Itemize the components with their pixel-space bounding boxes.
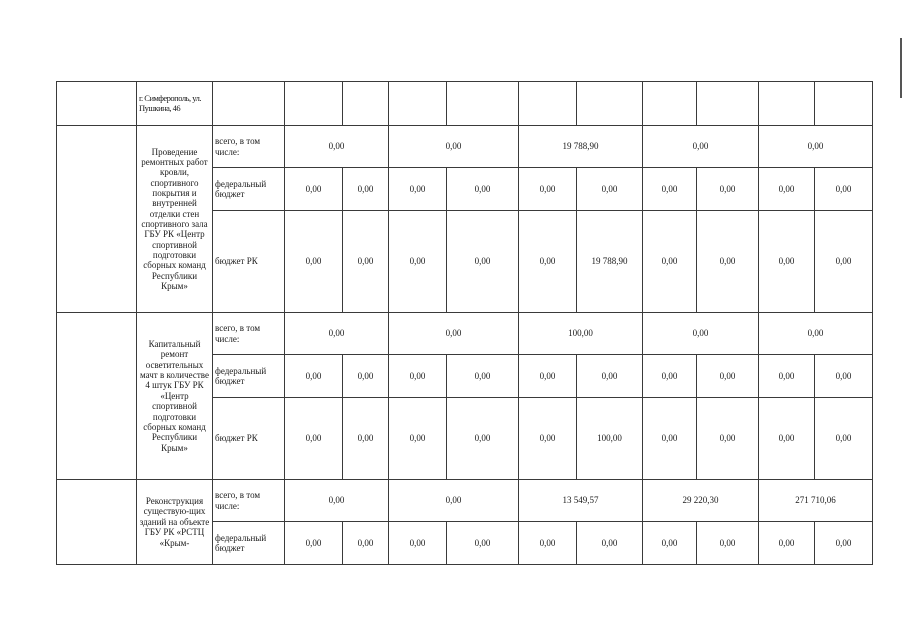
value-cell-empty <box>447 82 519 126</box>
source-label-federal: федеральный бюджет <box>213 522 285 565</box>
value-cell: 0,00 <box>577 355 643 398</box>
value-cell: 0,00 <box>285 522 343 565</box>
value-cell: 0,00 <box>447 355 519 398</box>
value-cell: 0,00 <box>447 522 519 565</box>
value-cell-empty <box>285 82 343 126</box>
value-cell: 0,00 <box>519 355 577 398</box>
value-cell: 0,00 <box>389 522 447 565</box>
source-label-total: всего, в том числе: <box>213 480 285 522</box>
value-cell: 0,00 <box>343 211 389 313</box>
value-cell-empty <box>643 82 697 126</box>
page-edge-mark <box>900 38 902 98</box>
total-value: 13 549,57 <box>519 480 643 522</box>
value-cell: 0,00 <box>343 398 389 480</box>
value-cell: 0,00 <box>577 168 643 211</box>
total-value: 0,00 <box>759 126 873 168</box>
index-cell <box>57 480 137 565</box>
index-cell <box>57 82 137 126</box>
value-cell: 0,00 <box>519 398 577 480</box>
source-label-total: всего, в том числе: <box>213 313 285 355</box>
total-value: 271 710,06 <box>759 480 873 522</box>
value-cell: 0,00 <box>285 168 343 211</box>
index-cell <box>57 313 137 480</box>
value-cell-empty <box>519 82 577 126</box>
value-cell: 0,00 <box>643 522 697 565</box>
total-value: 0,00 <box>389 313 519 355</box>
total-value: 0,00 <box>285 126 389 168</box>
address-cell: г. Симферополь, ул. Пушкина, 46 <box>137 82 213 126</box>
value-cell: 0,00 <box>447 398 519 480</box>
value-cell: 0,00 <box>389 168 447 211</box>
value-cell: 0,00 <box>643 168 697 211</box>
value-cell: 0,00 <box>519 211 577 313</box>
total-value: 100,00 <box>519 313 643 355</box>
total-value: 0,00 <box>759 313 873 355</box>
value-cell: 0,00 <box>343 355 389 398</box>
value-cell: 0,00 <box>447 168 519 211</box>
value-cell: 19 788,90 <box>577 211 643 313</box>
value-cell-empty <box>697 82 759 126</box>
project-name: Капитальный ремонт осветительных мачт в количестве 4 штук ГБУ РК «Центр спортивной подготовки сборных команд Республики Крым» <box>137 313 213 480</box>
source-label-federal: федеральный бюджет <box>213 355 285 398</box>
value-cell: 0,00 <box>815 522 873 565</box>
table-row-project-3-total <box>57 480 873 522</box>
value-cell: 0,00 <box>815 168 873 211</box>
value-cell: 0,00 <box>759 398 815 480</box>
value-cell: 0,00 <box>815 355 873 398</box>
value-cell: 0,00 <box>759 168 815 211</box>
total-value: 0,00 <box>643 126 759 168</box>
value-cell: 0,00 <box>697 355 759 398</box>
total-value: 0,00 <box>389 480 519 522</box>
value-cell-empty <box>759 82 815 126</box>
total-value: 0,00 <box>389 126 519 168</box>
value-cell: 0,00 <box>697 522 759 565</box>
value-cell: 0,00 <box>697 398 759 480</box>
value-cell: 0,00 <box>389 355 447 398</box>
value-cell: 0,00 <box>759 211 815 313</box>
budget-table <box>56 81 873 565</box>
value-cell: 0,00 <box>343 168 389 211</box>
index-cell <box>57 126 137 313</box>
total-value: 0,00 <box>285 480 389 522</box>
value-cell-empty <box>389 82 447 126</box>
source-label-federal: федеральный бюджет <box>213 168 285 211</box>
value-cell: 0,00 <box>285 398 343 480</box>
total-value: 19 788,90 <box>519 126 643 168</box>
total-value: 0,00 <box>285 313 389 355</box>
total-value: 0,00 <box>643 313 759 355</box>
value-cell: 0,00 <box>697 211 759 313</box>
value-cell: 0,00 <box>577 522 643 565</box>
project-name: Реконструкция существую-щих зданий на объекте ГБУ РК «РСТЦ «Крым- <box>137 480 213 565</box>
value-cell: 0,00 <box>643 398 697 480</box>
value-cell: 0,00 <box>815 398 873 480</box>
value-cell: 0,00 <box>519 522 577 565</box>
value-cell: 0,00 <box>285 355 343 398</box>
project-name: Проведение ремонтных работ кровли, спортивного покрытия и внутренней отделки стен спортивного зала ГБУ РК «Центр спортивной подготовки сборных команд Республики Крым» <box>137 126 213 313</box>
value-cell: 0,00 <box>343 522 389 565</box>
value-cell: 0,00 <box>643 211 697 313</box>
value-cell-empty <box>815 82 873 126</box>
value-cell: 0,00 <box>759 522 815 565</box>
value-cell: 0,00 <box>759 355 815 398</box>
source-label-regional: бюджет РК <box>213 398 285 480</box>
source-cell-empty <box>213 82 285 126</box>
value-cell: 0,00 <box>447 211 519 313</box>
table-row-project-1-total <box>57 126 873 168</box>
value-cell: 0,00 <box>285 211 343 313</box>
value-cell: 0,00 <box>643 355 697 398</box>
table-row-address <box>57 82 873 126</box>
value-cell: 0,00 <box>815 211 873 313</box>
value-cell: 0,00 <box>389 398 447 480</box>
value-cell: 0,00 <box>697 168 759 211</box>
value-cell-empty <box>577 82 643 126</box>
total-value: 29 220,30 <box>643 480 759 522</box>
value-cell: 0,00 <box>519 168 577 211</box>
source-label-total: всего, в том числе: <box>213 126 285 168</box>
value-cell: 100,00 <box>577 398 643 480</box>
value-cell: 0,00 <box>389 211 447 313</box>
source-label-regional: бюджет РК <box>213 211 285 313</box>
table-row-project-2-total <box>57 313 873 355</box>
value-cell-empty <box>343 82 389 126</box>
